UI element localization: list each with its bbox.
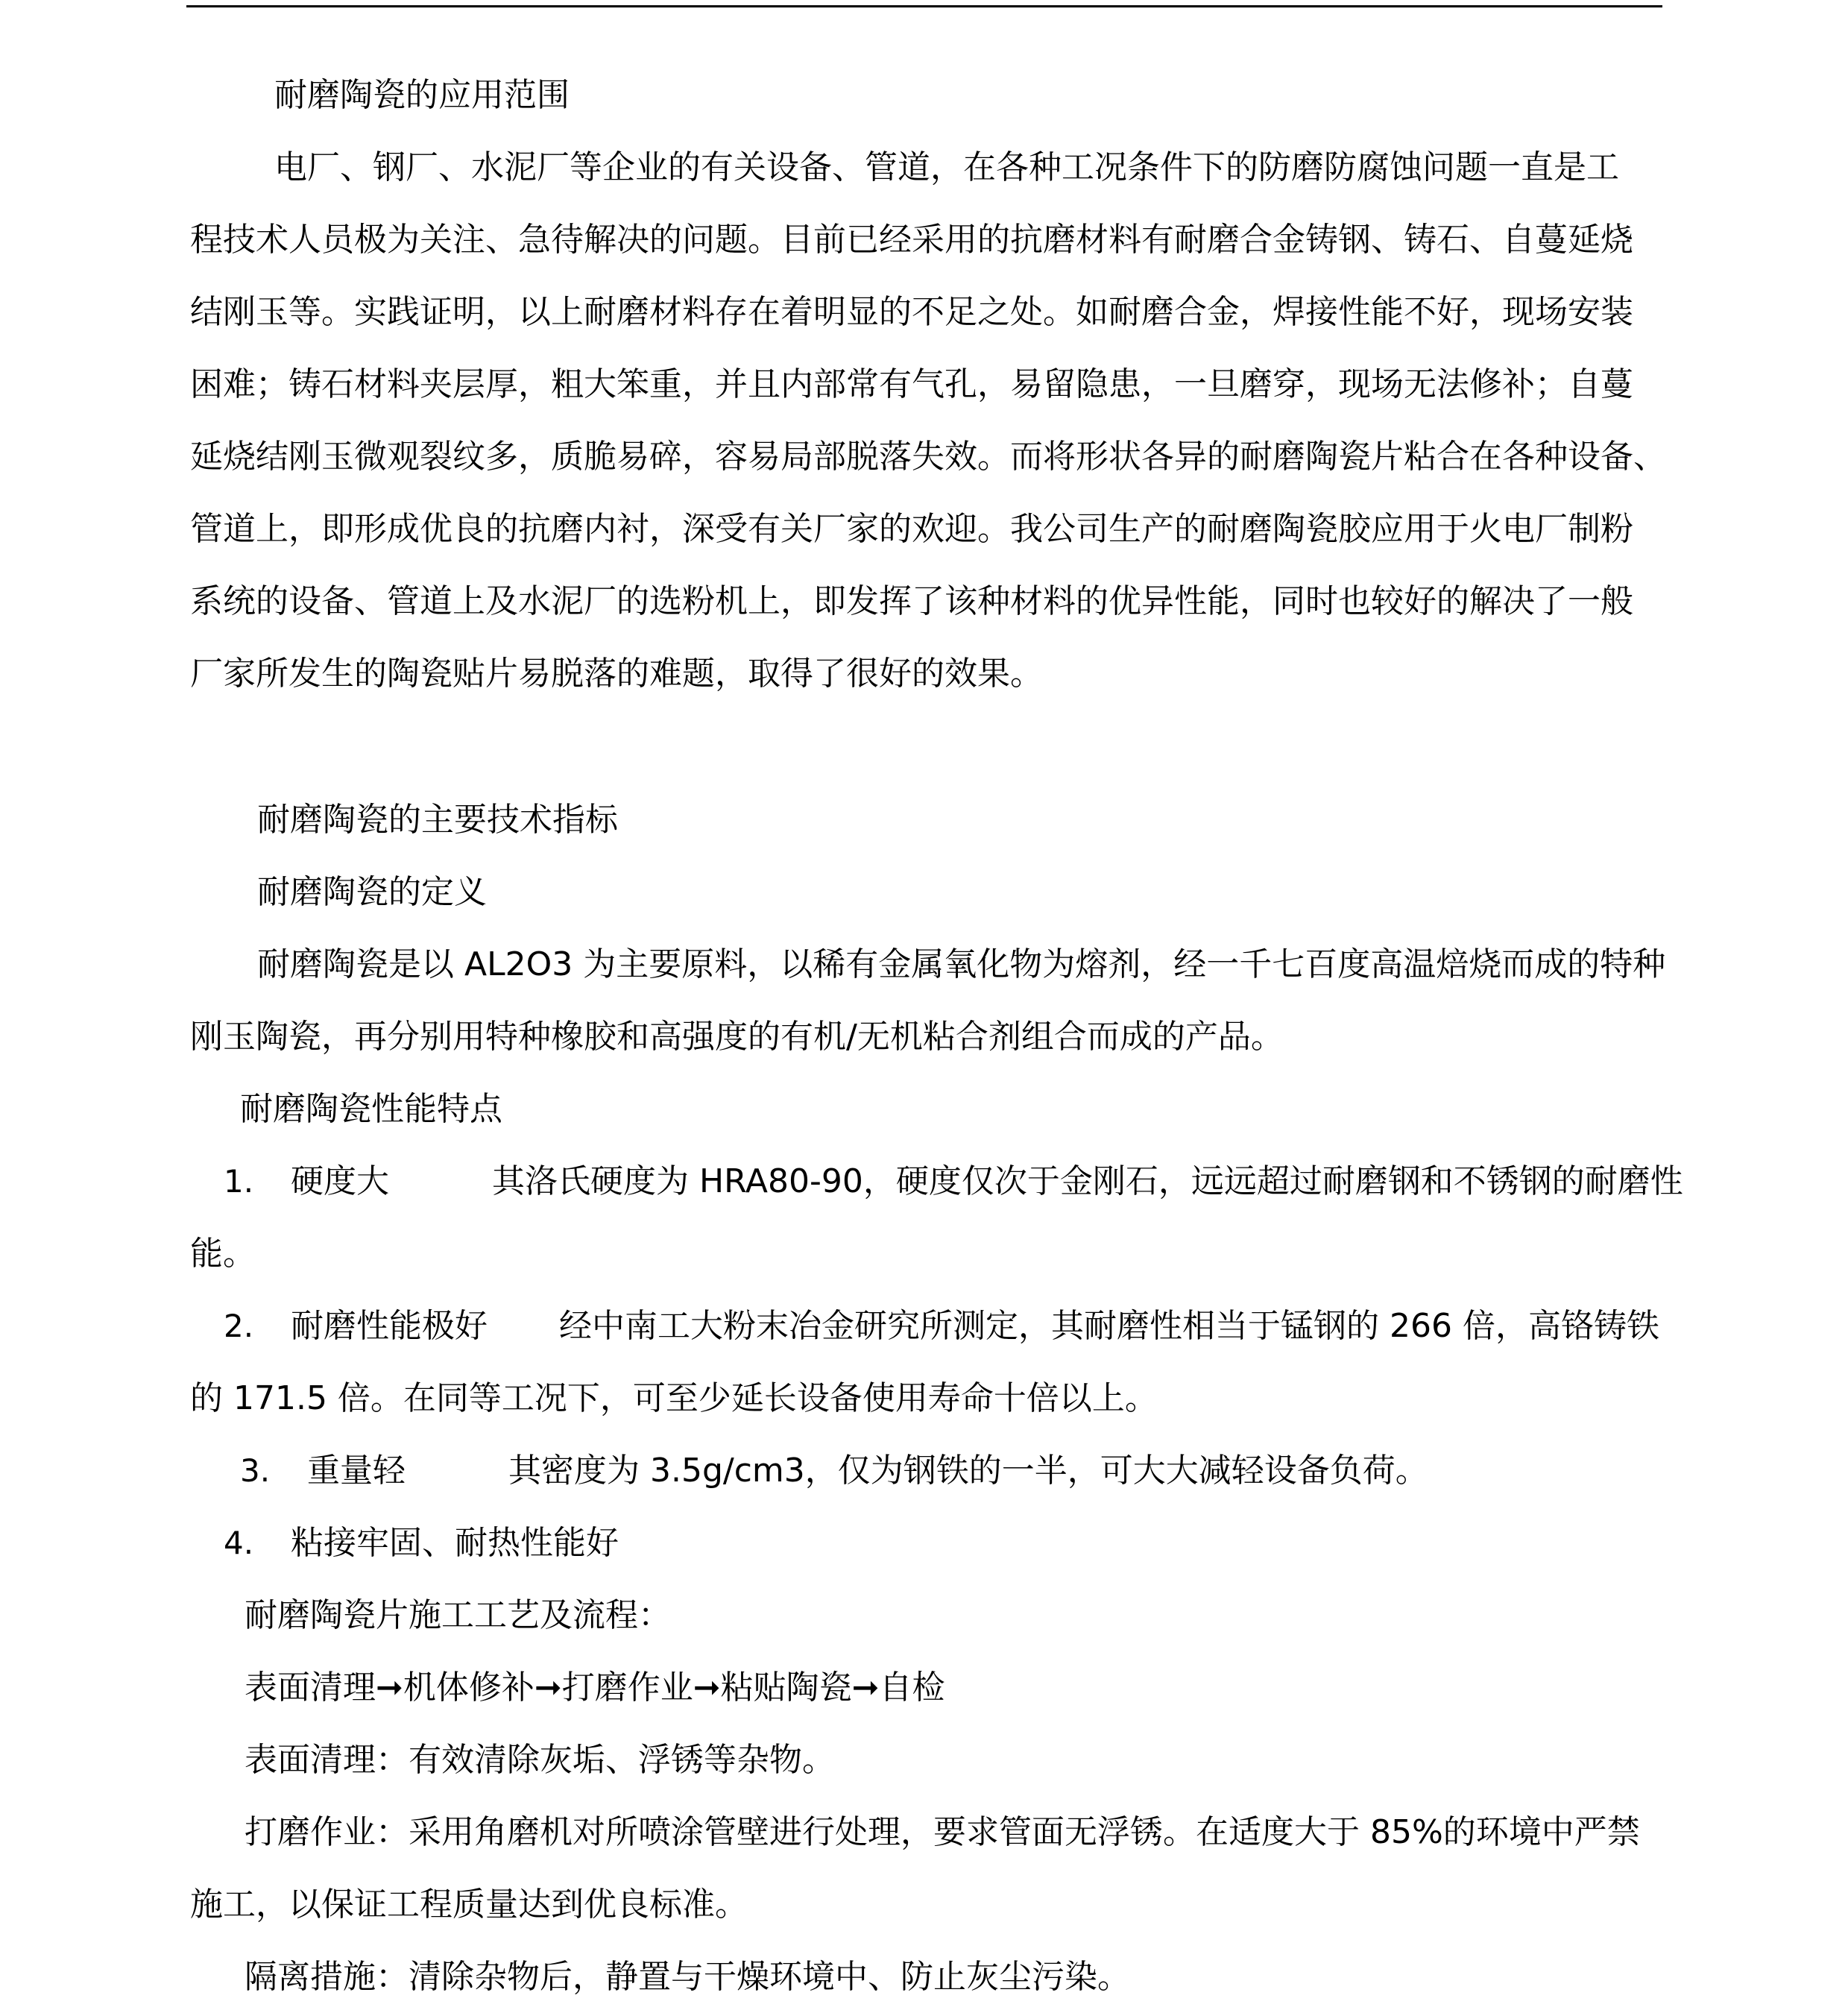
paragraph-line: 困难；铸石材料夹层厚，粗大笨重，并且内部常有气孔，易留隐患，一旦磨穿，现场无法修补；自蔓 xyxy=(190,365,1633,403)
section-heading-definition: 耐磨陶瓷的定义 xyxy=(257,873,487,911)
grinding-step: 打磨作业：采用角磨机对所喷涂管壁进行处理，要求管面无浮锈。在适度大于 85%的环境中严禁 xyxy=(245,1813,1640,1851)
definition-line: 刚玉陶瓷，再分别用特种橡胶和高强度的有机/无机粘合剂组合而成的产品。 xyxy=(190,1018,1284,1056)
section-heading-technical-indicators: 耐磨陶瓷的主要技术指标 xyxy=(257,801,618,839)
feature-text: 其洛氏硬度为 HRA80-90，硬度仅次于金刚石，远远超过耐磨钢和不锈钢的耐磨性 xyxy=(492,1162,1683,1200)
surface-cleaning-step: 表面清理：有效清除灰垢、浮锈等杂物。 xyxy=(245,1741,835,1779)
feature-title: 硬度大 xyxy=(291,1162,389,1200)
feature-number: 1. xyxy=(224,1163,254,1200)
feature-text-continuation: 能。 xyxy=(190,1235,256,1273)
section-heading-features: 耐磨陶瓷性能特点 xyxy=(240,1090,502,1128)
paragraph-line: 电厂、钢厂、水泥厂等企业的有关设备、管道，在各种工况条件下的防磨防腐蚀问题一直是工 xyxy=(274,148,1619,186)
feature-number: 4. xyxy=(224,1525,254,1561)
paragraph-line: 系统的设备、管道上及水泥厂的选粉机上，即发挥了该种材料的优异性能，同时也较好的解决了一般 xyxy=(190,582,1633,620)
paragraph-line: 管道上，即形成优良的抗磨内衬，深受有关厂家的欢迎。我公司生产的耐磨陶瓷胶应用于火电厂制粉 xyxy=(190,510,1633,548)
feature-text-continuation: 的 171.5 倍。在同等工况下，可至少延长设备使用寿命十倍以上。 xyxy=(190,1379,1158,1417)
paragraph-line: 结刚玉等。实践证明，以上耐磨材料存在着明显的不足之处。如耐磨合金，焊接性能不好，现场安装 xyxy=(190,293,1633,331)
paragraph-line: 厂家所发生的陶瓷贴片易脱落的难题，取得了很好的效果。 xyxy=(190,655,1043,693)
grinding-step-continuation: 施工，以保证工程质量达到优良标准。 xyxy=(190,1885,748,1924)
paragraph-line: 程技术人员极为关注、急待解决的问题。目前已经采用的抗磨材料有耐磨合金铸钢、铸石、自蔓延烧 xyxy=(190,221,1633,259)
isolation-step: 隔离措施：清除杂物后，静置与干燥环境中、防止灰尘污染。 xyxy=(245,1958,1130,1996)
section-heading-application: 耐磨陶瓷的应用范围 xyxy=(274,76,570,114)
feature-title: 耐磨性能极好 xyxy=(291,1307,488,1345)
feature-number: 3. xyxy=(240,1452,271,1489)
feature-text: 经中南工大粉末冶金研究所测定，其耐磨性相当于锰钢的 266 倍，高铬铸铁 xyxy=(559,1307,1659,1345)
feature-text: 其密度为 3.5g/cm3，仅为钢铁的一半，可大大减轻设备负荷。 xyxy=(508,1452,1428,1490)
paragraph-line: 延烧结刚玉微观裂纹多，质脆易碎，容易局部脱落失效。而将形状各异的耐磨陶瓷片粘合在各种设备、 xyxy=(190,438,1666,476)
feature-number: 2. xyxy=(224,1308,254,1344)
feature-title: 粘接牢固、耐热性能好 xyxy=(291,1524,619,1562)
process-heading: 耐磨陶瓷片施工工艺及流程： xyxy=(245,1596,671,1634)
feature-title: 重量轻 xyxy=(307,1452,406,1490)
process-flow: 表面清理➞机体修补➞打磨作业➞粘贴陶瓷➞自检 xyxy=(245,1669,945,1707)
definition-line: 耐磨陶瓷是以 AL2O3 为主要原料，以稀有金属氧化物为熔剂，经一千七百度高温焙烧而成的特种 xyxy=(257,945,1666,983)
